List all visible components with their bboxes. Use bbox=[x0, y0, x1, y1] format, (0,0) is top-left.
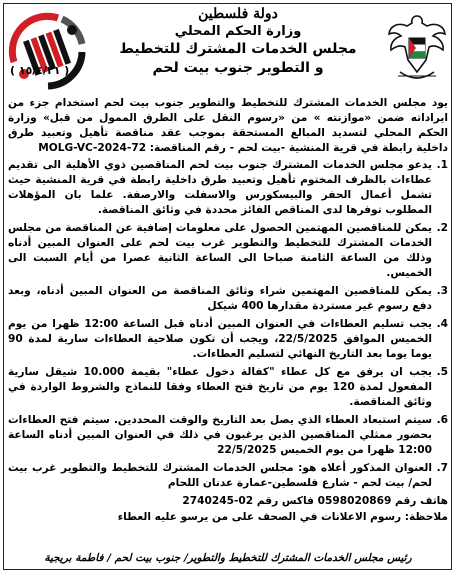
clause-number: 6. bbox=[436, 414, 448, 426]
clause-item bbox=[8, 221, 448, 281]
reference-code: ( ١٥/٤/٢١ ) bbox=[10, 64, 70, 77]
clause-text: يمكن للمناقصين المهتمين شراء وثائق المناقصة من العنوان المبين أدناه، وبعد دفع رسوم غير مستردة مقدارها 400 شيكل bbox=[8, 285, 432, 312]
clause-text: يجب ان يرفق مع كل عطاء "كفالة دخول عطاء" بقيمة 10.000 شيقل سارية المفعول لمدة 120 يوم من تاريخ فتح العطاء وفقا للنماذج والشروط الواردة في وثائق المناقصة. bbox=[8, 366, 432, 408]
clause-number: 5. bbox=[436, 366, 448, 378]
country-name: دولة فلسطين bbox=[198, 6, 278, 22]
notes: ملاحظة: رسوم الاعلانات في الصحف على من يرسو عليه العطاء bbox=[117, 511, 448, 523]
signature-line: رئيس مجلس الخدمات المشترك للتخطيط والتطوير/ جنوب بيت لحم / فاطمة بريجية bbox=[44, 552, 412, 564]
ministry-name: وزارة الحكم المحلي bbox=[174, 24, 302, 39]
clause-item bbox=[8, 158, 448, 218]
clause-number: 3. bbox=[436, 285, 448, 297]
council-name-line2: و التطوير جنوب بيت لحم bbox=[152, 60, 324, 76]
clause-item bbox=[8, 284, 448, 314]
clause-number: 7. bbox=[436, 462, 448, 474]
tender-number-label: رقم المناقصة: bbox=[149, 142, 226, 154]
clause-item bbox=[8, 413, 448, 458]
clause-item bbox=[8, 317, 448, 362]
clause-item bbox=[8, 365, 448, 410]
clause-text: يدعو مجلس الخدمات المشترك جنوب بيت لحم المناقصين ذوي الأهلية الى تقديم عطاءات بالظرف المختوم تأهيل وتعبيد طرق داخلية رابطة في قرية المنشية حيث تشمل أعمال الحفر والبيسكورس والاسفلت والارصفة. علما بان المؤهلات المطلوب توفرها لدى المناقص الفائز محددة في وثائق المناقصة. bbox=[8, 159, 432, 216]
clause-number: 1. bbox=[436, 159, 448, 171]
clause-text: يجب تسليم العطاءات في العنوان المبين أدناه قبل الساعة 12:00 ظهرا من يوم الخميس الموافق 22/5/2025، ويجب أن تكون صلاحية العطاءات سارية لمدة 90 يوما يوما بعد التاريخ النهائي لتسليم العطاءات. bbox=[8, 318, 432, 360]
clauses-list bbox=[8, 158, 448, 491]
tender-number: MOLG-VC-2024-72 bbox=[38, 142, 147, 154]
palestine-eagle-emblem-icon bbox=[386, 12, 448, 86]
intro-text: يود مجلس الخدمات المشترك للتخطيط والتطوير جنوب بيت لحم استخدام جزء من ايراداته ضمن «موازنته » من «رسوم النقل على الطرق الممول من قبل» وزارة الحكم المحلي لتسديد المبالغ المستحقة بموجب عقد مناقصة تأهيل وتعبيد طرق داخلية رابطة في قرية المنشية -بيت لحم - bbox=[8, 97, 448, 154]
clause-number: 4. bbox=[436, 318, 448, 330]
letterhead bbox=[92, 6, 384, 78]
announcement-body bbox=[8, 96, 448, 525]
council-logo-icon bbox=[6, 10, 92, 92]
clause-text: سيتم استبعاد العطاء الذي يصل بعد التاريخ والوقت المحددين. سيتم فتح العطاءات بحضور ممثلي المناقصين الذين يرغبون في ذلك في العنوان المبين أدناه الساعة 12:00 ظهرا من يوم الخميس 22/5/2025 bbox=[8, 414, 432, 456]
contact-info: هاتف رقم 0598020869 فاكس رقم 02-2740245 bbox=[182, 495, 448, 507]
council-name-line1: مجلس الخدمات المشترك للتخطيط bbox=[119, 41, 357, 57]
intro-paragraph bbox=[8, 96, 448, 156]
clause-item bbox=[8, 461, 448, 491]
clause-text: العنوان المذكور أعلاه هو: مجلس الخدمات المشترك للتخطيط والتطوير غرب بيت لحم/ بيت لحم - شارع فلسطين-عمارة عدنان اللحام bbox=[8, 462, 432, 489]
clause-number: 2. bbox=[436, 222, 448, 234]
clause-text: يمكن للمناقصين المهتمين الحصول على معلومات إضافية عن المناقصة من مجلس الخدمات المشترك للتخطيط والتطوير غرب بيت لحم على العنوان المبين أدناه وذلك من الساعة الثامنة صباحا الى الساعة الثانية عصرا من أيام السبت الى الخميس. bbox=[8, 222, 432, 279]
